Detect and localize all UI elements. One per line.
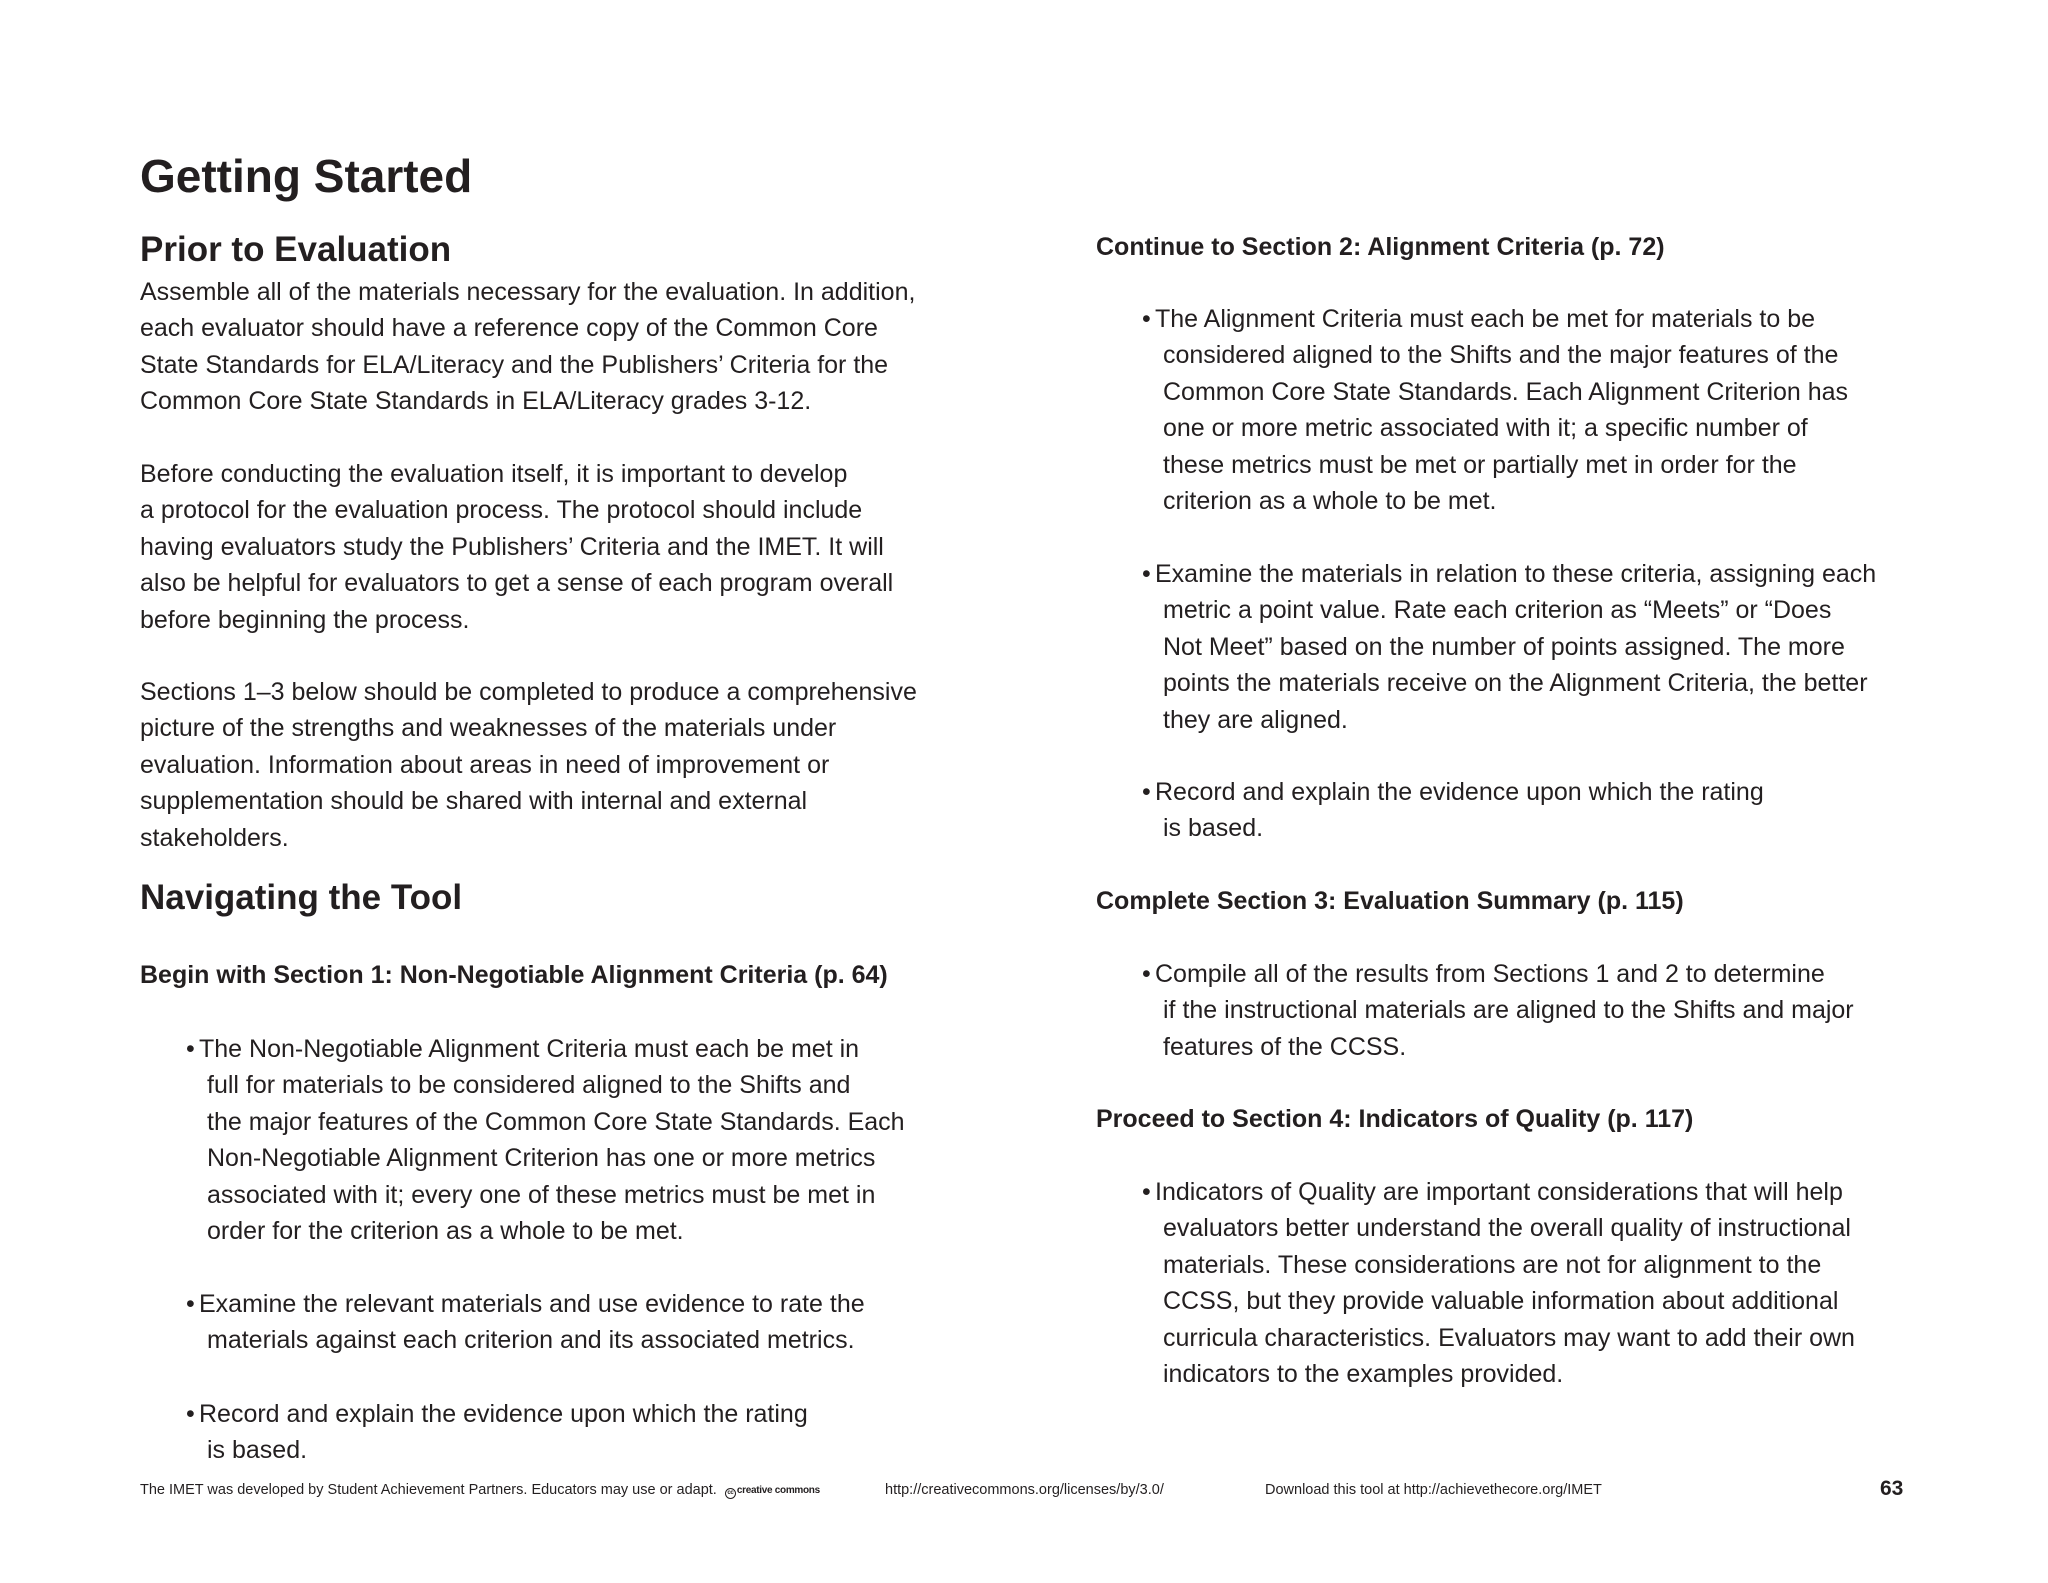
- section-2-bullet-2: [1142, 556, 1876, 738]
- text-line: if the instructional materials are aligned to the Shifts and major: [1163, 996, 1854, 1025]
- text-line: CCSS, but they provide valuable information about additional: [1163, 1287, 1839, 1316]
- text-line: materials. These considerations are not for alignment to the: [1163, 1250, 1822, 1279]
- text-line: evaluation. Information about areas in need of improvement or: [140, 750, 830, 779]
- prior-paragraph-2: [140, 456, 893, 638]
- text-line: Record and explain the evidence upon which the rating: [199, 1400, 808, 1428]
- cc-icon: cc: [725, 1488, 736, 1499]
- text-line: curricula characteristics. Evaluators may want to add their own: [1163, 1323, 1855, 1352]
- text-line: the major features of the Common Core State Standards. Each: [207, 1107, 905, 1136]
- text-line: criterion as a whole to be met.: [1163, 487, 1497, 516]
- text-line: Before conducting the evaluation itself, it is important to develop: [140, 460, 848, 488]
- cc-logo-text: creative commons: [736, 1485, 820, 1496]
- text-line: order for the criterion as a whole to be met.: [207, 1217, 684, 1246]
- bullet-icon: •: [1142, 1178, 1151, 1206]
- bullet-icon: •: [1142, 960, 1151, 988]
- text-line: is based.: [1163, 814, 1264, 843]
- text-line: supplementation should be shared with internal and external: [140, 787, 808, 816]
- bullet-icon: •: [186, 1035, 195, 1063]
- text-line: Common Core State Standards. Each Alignment Criterion has: [1163, 377, 1849, 406]
- navigating-the-tool-heading: Navigating the Tool: [140, 878, 463, 917]
- prior-paragraph-3: [140, 674, 917, 856]
- text-line: Examine the materials in relation to these criteria, assigning each: [1155, 560, 1877, 588]
- text-line: The Non-Negotiable Alignment Criteria must each be met in: [199, 1035, 860, 1063]
- section-1-bullet-1: [186, 1031, 905, 1249]
- text-line: The Alignment Criteria must each be met for materials to be: [1155, 305, 1816, 333]
- text-line: is based.: [207, 1436, 308, 1465]
- prior-paragraph-1: [140, 274, 915, 420]
- text-line: Record and explain the evidence upon which the rating: [1155, 778, 1764, 806]
- text-line: indicators to the examples provided.: [1163, 1360, 1564, 1389]
- text-line: points the materials receive on the Alignment Criteria, the better: [1163, 669, 1868, 698]
- text-line: Indicators of Quality are important considerations that will help: [1155, 1178, 1843, 1206]
- text-line: Sections 1–3 below should be completed to produce a comprehensive: [140, 678, 917, 706]
- text-line: Non-Negotiable Alignment Criterion has one or more metrics: [207, 1144, 876, 1173]
- bullet-icon: •: [1142, 305, 1151, 333]
- footer-credit: [140, 1478, 820, 1503]
- bullet-icon: •: [1142, 778, 1151, 806]
- section-1-bullet-2: [186, 1286, 865, 1359]
- page-number: 63: [1880, 1477, 1904, 1500]
- text-line: Examine the relevant materials and use evidence to rate the: [199, 1290, 865, 1318]
- text-line: also be helpful for evaluators to get a sense of each program overall: [140, 569, 894, 598]
- section-1-heading: Begin with Section 1: Non-Negotiable Alignment Criteria (p. 64): [140, 961, 888, 989]
- text-line: Not Meet” based on the number of points assigned. The more: [1163, 632, 1845, 661]
- section-2-bullet-1: [1142, 301, 1848, 519]
- prior-to-evaluation-heading: Prior to Evaluation: [140, 230, 452, 269]
- section-1-bullet-3: [186, 1396, 808, 1469]
- section-2-heading: Continue to Section 2: Alignment Criteria (p. 72): [1096, 233, 1665, 261]
- section-4-heading: Proceed to Section 4: Indicators of Quality (p. 117): [1096, 1105, 1694, 1133]
- text-line: they are aligned.: [1163, 705, 1348, 734]
- section-3-heading: Complete Section 3: Evaluation Summary (p. 115): [1096, 887, 1684, 915]
- text-line: these metrics must be met or partially met in order for the: [1163, 450, 1797, 479]
- footer-credit-text: The IMET was developed by Student Achievement Partners. Educators may use or adapt.: [140, 1482, 717, 1498]
- text-line: State Standards for ELA/Literacy and the Publishers’ Criteria for the: [140, 350, 889, 379]
- section-2-bullet-3: [1142, 774, 1764, 847]
- text-line: Compile all of the results from Sections 1 and 2 to determine: [1155, 960, 1825, 988]
- bullet-icon: •: [186, 1400, 195, 1428]
- text-line: stakeholders.: [140, 823, 289, 852]
- section-3-bullet-1: [1142, 956, 1854, 1065]
- text-line: one or more metric associated with it; a specific number of: [1163, 414, 1808, 443]
- text-line: metric a point value. Rate each criterion as “Meets” or “Does: [1163, 596, 1832, 625]
- text-line: before beginning the process.: [140, 605, 470, 634]
- text-line: a protocol for the evaluation process. The protocol should include: [140, 496, 863, 525]
- text-line: picture of the strengths and weaknesses of the materials under: [140, 714, 837, 743]
- bullet-icon: •: [1142, 560, 1151, 588]
- text-line: Common Core State Standards in ELA/Literacy grades 3-12.: [140, 387, 812, 416]
- footer-download-link[interactable]: Download this tool at http://achievethecore.org/IMET: [1265, 1482, 1602, 1498]
- text-line: having evaluators study the Publishers’ Criteria and the IMET. It will: [140, 532, 884, 561]
- text-line: features of the CCSS.: [1163, 1032, 1407, 1061]
- footer-license-link[interactable]: http://creativecommons.org/licenses/by/3.0/: [885, 1482, 1164, 1498]
- text-line: materials against each criterion and its associated metrics.: [207, 1326, 855, 1355]
- text-line: full for materials to be considered aligned to the Shifts and: [207, 1071, 851, 1100]
- text-line: considered aligned to the Shifts and the major features of the: [1163, 341, 1839, 370]
- text-line: associated with it; every one of these metrics must be met in: [207, 1180, 876, 1209]
- bullet-icon: •: [186, 1290, 195, 1318]
- text-line: Assemble all of the materials necessary for the evaluation. In addition,: [140, 278, 916, 306]
- section-4-bullet-1: [1142, 1174, 1855, 1392]
- page-title: Getting Started: [140, 150, 473, 202]
- creative-commons-logo: [725, 1479, 820, 1503]
- text-line: evaluators better understand the overall quality of instructional: [1163, 1214, 1851, 1243]
- text-line: each evaluator should have a reference copy of the Common Core: [140, 314, 878, 343]
